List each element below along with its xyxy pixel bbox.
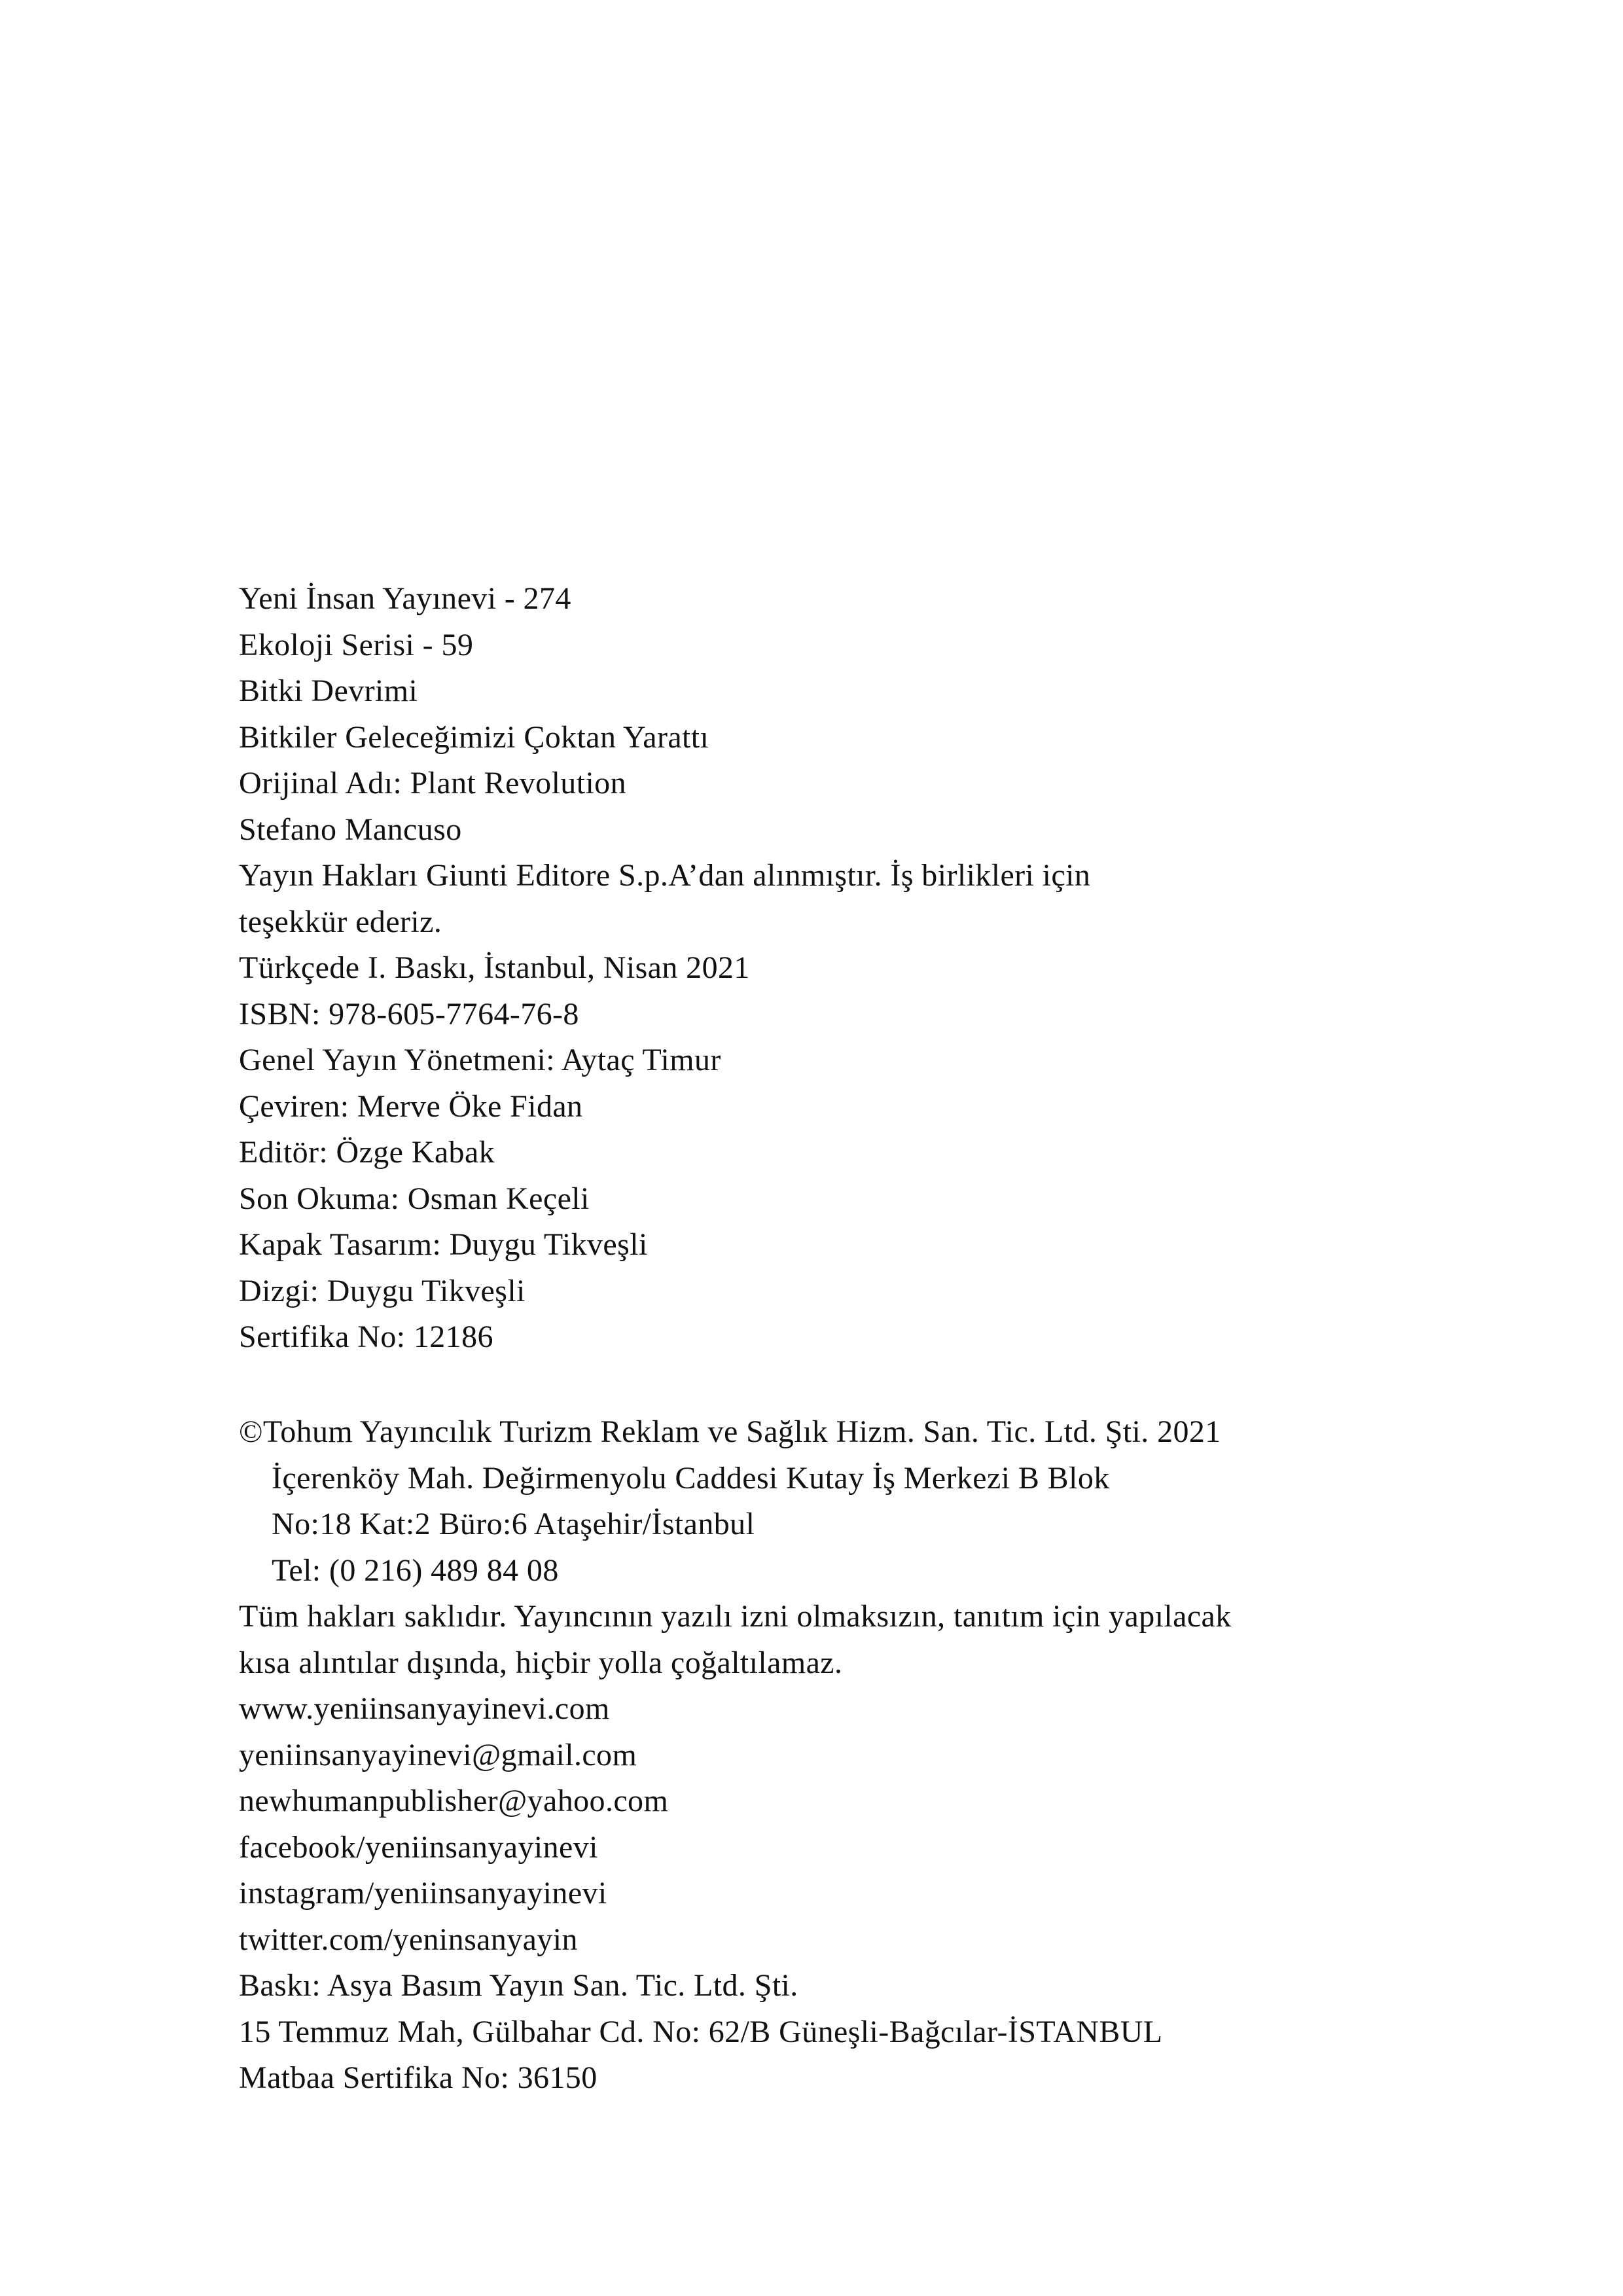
translator-line: Çeviren: Merve Öke Fidan — [239, 1088, 583, 1124]
rights-notice-line: teşekkür ederiz. — [239, 904, 442, 939]
twitter-link[interactable]: twitter.com/yeninsanyayin — [239, 1922, 578, 1957]
book-title: Bitki Devrimi — [239, 673, 418, 708]
series-line: Ekoloji Serisi - 59 — [239, 627, 474, 662]
rights-notice-line: Yayın Hakları Giunti Editore S.p.A’dan alınmıştır. İş birlikleri için — [239, 858, 1091, 893]
address-line: İçerenköy Mah. Değirmenyolu Caddesi Kutay İş Merkezi B Blok — [272, 1460, 1110, 1496]
editor-line: Editör: Özge Kabak — [239, 1135, 495, 1170]
original-title: Orijinal Adı: Plant Revolution — [239, 766, 626, 800]
all-rights-line: Tüm hakları saklıdır. Yayıncının yazılı izni olmaksızın, tanıtım için yapılacak — [239, 1599, 1232, 1634]
cover-design-line: Kapak Tasarım: Duygu Tikveşli — [239, 1227, 648, 1262]
address-line: No:18 Kat:2 Büro:6 Ataşehir/İstanbul — [272, 1507, 755, 1541]
publisher-series-line: Yeni İnsan Yayınevi - 274 — [239, 581, 571, 616]
all-rights-line: kısa alıntılar dışında, hiçbir yolla çoğaltılamaz. — [239, 1645, 843, 1680]
printer-line: Baskı: Asya Basım Yayın San. Tic. Ltd. Şti. — [239, 1968, 798, 2003]
book-subtitle: Bitkiler Geleceğimizi Çoktan Yarattı — [239, 719, 709, 755]
gmail-email-link[interactable]: yeniinsanyayinevi@gmail.com — [239, 1737, 637, 1772]
edition-line: Türkçede I. Baskı, İstanbul, Nisan 2021 — [239, 950, 750, 985]
phone-line: Tel: (0 216) 489 84 08 — [272, 1552, 559, 1588]
facebook-link[interactable]: facebook/yeniinsanyayinevi — [239, 1829, 598, 1865]
author-name: Stefano Mancuso — [239, 812, 462, 847]
typesetting-line: Dizgi: Duygu Tikveşli — [239, 1273, 526, 1308]
certificate-line: Sertifika No: 12186 — [239, 1319, 493, 1354]
copyright-line: ©Tohum Yayıncılık Turizm Reklam ve Sağlık Hizm. San. Tic. Ltd. Şti. 2021 — [239, 1414, 1221, 1449]
printer-address-line: 15 Temmuz Mah, Gülbahar Cd. No: 62/B Güneşli-Bağcılar-İSTANBUL — [239, 2014, 1163, 2049]
instagram-link[interactable]: instagram/yeniinsanyayinevi — [239, 1876, 607, 1910]
isbn-line: ISBN: 978-605-7764-76-8 — [239, 996, 579, 1031]
website-link[interactable]: www.yeniinsanyayinevi.com — [239, 1691, 610, 1726]
proofreader-line: Son Okuma: Osman Keçeli — [239, 1181, 590, 1216]
publisher-block — [239, 1409, 1351, 2102]
general-editor-line: Genel Yayın Yönetmeni: Aytaç Timur — [239, 1043, 721, 1077]
yahoo-email-link[interactable]: newhumanpublisher@yahoo.com — [239, 1784, 669, 1818]
printer-certificate-line: Matbaa Sertifika No: 36150 — [239, 2060, 597, 2095]
imprint-block — [239, 576, 1351, 1361]
